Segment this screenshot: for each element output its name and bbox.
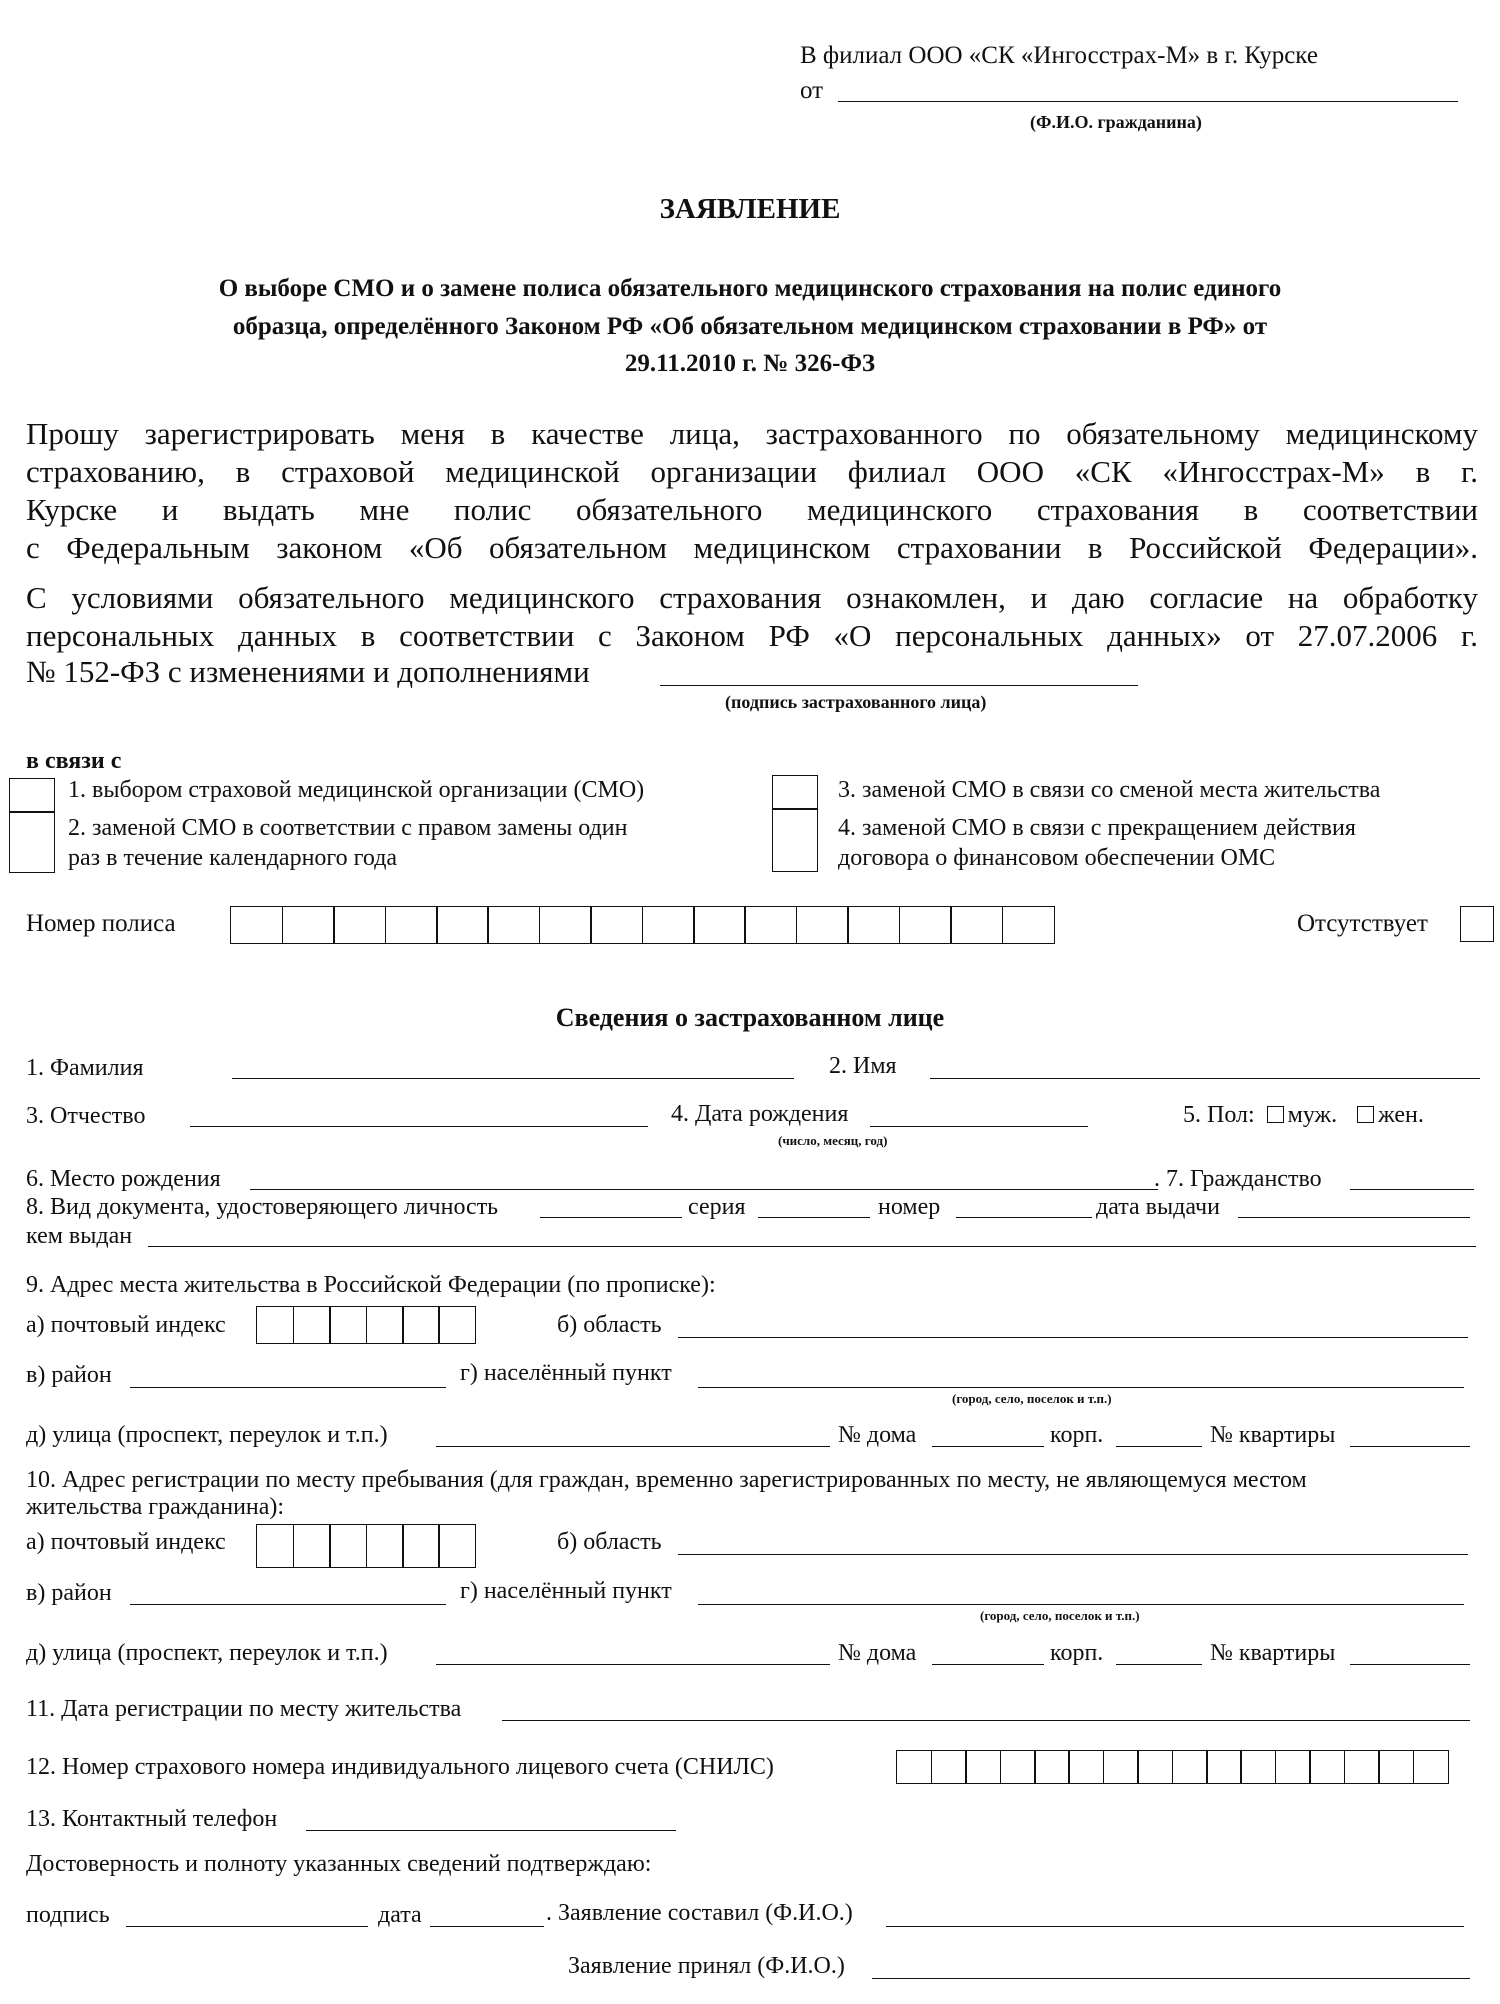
surname-field[interactable] — [232, 1078, 794, 1079]
series-field[interactable] — [758, 1217, 870, 1218]
address1-postal-input[interactable] — [258, 1306, 476, 1344]
birthplace-label: 6. Место рождения — [26, 1166, 221, 1192]
reason-2-label: 2. заменой СМО в соответствии с правом замены один — [68, 815, 628, 841]
address1-building-label: корп. — [1050, 1422, 1104, 1448]
signature-caption: (подпись застрахованного лица) — [725, 692, 987, 712]
date-label: дата — [378, 1902, 422, 1928]
sign-label: подпись — [26, 1902, 110, 1928]
address2-flat-field[interactable] — [1350, 1664, 1470, 1665]
issued-by-label: кем выдан — [26, 1223, 133, 1249]
address1-street-field[interactable] — [436, 1446, 830, 1447]
policy-label: Номер полиса — [26, 910, 176, 937]
address1-street-label: д) улица (проспект, переулок и т.п.) — [26, 1422, 388, 1448]
issued-by-field[interactable] — [148, 1246, 1476, 1247]
birthplace-field[interactable] — [250, 1189, 1158, 1190]
sign-field[interactable] — [126, 1926, 368, 1927]
address1-house-field[interactable] — [932, 1446, 1044, 1447]
sex-female-checkbox[interactable] — [1357, 1106, 1374, 1123]
address1-postal-label: а) почтовый индекс — [26, 1312, 226, 1338]
reasons-label: в связи с — [26, 748, 122, 774]
address2-region-field[interactable] — [678, 1554, 1468, 1555]
snils-label: 12. Номер страхового номера индивидуального лицевого счета (СНИЛС) — [26, 1754, 774, 1780]
reason-3-label: 3. заменой СМО в связи со сменой места жительства — [838, 777, 1381, 803]
number-field[interactable] — [956, 1217, 1092, 1218]
address2-locality-label: г) населённый пункт — [460, 1578, 672, 1604]
request-line-4: с Федеральным законом «Об обязательном медицинском страховании в Российской Федерации». — [26, 530, 1478, 565]
address2-locality-field[interactable] — [698, 1604, 1464, 1605]
address2-postal-label: а) почтовый индекс — [26, 1529, 226, 1555]
address2-flat-label: № квартиры — [1210, 1640, 1336, 1666]
signature-field[interactable] — [660, 685, 1138, 686]
reason-2-label-cont: раз в течение календарного года — [68, 845, 398, 871]
address1-locality-caption: (город, село, поселок и т.п.) — [952, 1391, 1112, 1406]
accepted-by-field[interactable] — [872, 1978, 1470, 1979]
request-line-6: персональных данных в соответствии с Законом РФ «О персональных данных» от 27.07.2006 г. — [26, 618, 1478, 653]
address2-house-field[interactable] — [932, 1664, 1044, 1665]
reg-date-field[interactable] — [502, 1720, 1470, 1721]
composed-by-field[interactable] — [886, 1926, 1464, 1927]
snils-input[interactable] — [898, 1750, 1449, 1784]
composed-by-label: . Заявление составил (Ф.И.О.) — [546, 1900, 853, 1926]
policy-number-input[interactable] — [232, 906, 1055, 944]
address1-district-label: в) район — [26, 1362, 112, 1388]
policy-absent-label: Отсутствует — [1297, 910, 1428, 937]
fio-field[interactable] — [838, 101, 1458, 102]
reason-3-checkbox[interactable] — [772, 775, 818, 810]
address2-street-field[interactable] — [436, 1664, 830, 1665]
address1-building-field[interactable] — [1116, 1446, 1202, 1447]
reason-4-checkbox[interactable] — [772, 808, 818, 872]
address1-locality-field[interactable] — [698, 1387, 1464, 1388]
sex-male-label: муж. — [1287, 1102, 1338, 1128]
address1-flat-field[interactable] — [1350, 1446, 1470, 1447]
doc-label: 8. Вид документа, удостоверяющего личность — [26, 1194, 499, 1220]
name-field[interactable] — [930, 1078, 1480, 1079]
doc-field[interactable] — [540, 1217, 682, 1218]
patronymic-label: 3. Отчество — [26, 1103, 146, 1129]
address2-district-label: в) район — [26, 1580, 112, 1606]
subtitle-line-1: О выборе СМО и о замене полиса обязательного медицинского страхования на полис единого — [218, 275, 1282, 302]
address2-title-line-2: жительства гражданина): — [26, 1494, 285, 1520]
address1-title: 9. Адрес места жительства в Российской Федерации (по прописке): — [26, 1272, 716, 1298]
request-line-1: Прошу зарегистрировать меня в качестве лица, застрахованного по обязательному медицинскому — [26, 416, 1478, 451]
request-line-3: Курске и выдать мне полис обязательного медицинского страхования в соответствии — [26, 492, 1478, 527]
birthdate-caption: (число, месяц, год) — [778, 1133, 888, 1148]
address1-region-field[interactable] — [678, 1337, 1468, 1338]
sex-group — [1183, 1102, 1424, 1129]
address2-locality-caption: (город, село, поселок и т.п.) — [980, 1608, 1140, 1623]
person-heading: Сведения о застрахованном лице — [555, 1003, 945, 1032]
sex-female-label: жен. — [1378, 1102, 1424, 1128]
citizenship-field[interactable] — [1350, 1189, 1474, 1190]
reason-1-label: 1. выбором страховой медицинской организации (СМО) — [68, 777, 645, 803]
reason-4-label: 4. заменой СМО в связи с прекращением действия — [838, 815, 1356, 841]
request-line-5: С условиями обязательного медицинского страхования ознакомлен, и даю согласие на обработку — [26, 580, 1478, 615]
reason-1-checkbox[interactable] — [9, 778, 55, 813]
name-label: 2. Имя — [829, 1053, 897, 1079]
address1-district-field[interactable] — [130, 1387, 446, 1388]
recipient: В филиал ООО «СК «Ингосстрах-М» в г. Курске — [800, 42, 1318, 69]
page-title: ЗАЯВЛЕНИЕ — [659, 193, 841, 225]
policy-absent-checkbox[interactable] — [1460, 906, 1494, 942]
from-label: от — [800, 77, 824, 104]
surname-label: 1. Фамилия — [26, 1055, 144, 1081]
issue-date-field[interactable] — [1238, 1217, 1470, 1218]
address2-region-label: б) область — [557, 1529, 662, 1555]
address1-region-label: б) область — [557, 1312, 662, 1338]
subtitle-line-2: образца, определённого Законом РФ «Об обязательном медицинском страховании в РФ» от — [232, 313, 1268, 340]
confirm-text: Достоверность и полноту указанных сведений подтверждаю: — [26, 1851, 652, 1877]
series-label: серия — [688, 1194, 746, 1220]
address1-locality-label: г) населённый пункт — [460, 1360, 672, 1386]
address1-house-label: № дома — [838, 1422, 917, 1448]
number-label: номер — [878, 1194, 941, 1220]
request-line-7: № 152-ФЗ с изменениями и дополнениями — [26, 654, 590, 689]
patronymic-field[interactable] — [190, 1126, 648, 1127]
address2-district-field[interactable] — [130, 1604, 446, 1605]
address2-street-label: д) улица (проспект, переулок и т.п.) — [26, 1640, 388, 1666]
address2-postal-input[interactable] — [258, 1524, 476, 1568]
subtitle-line-3: 29.11.2010 г. № 326-ФЗ — [624, 350, 876, 377]
sex-male-checkbox[interactable] — [1267, 1106, 1284, 1123]
address2-house-label: № дома — [838, 1640, 917, 1666]
date-field[interactable] — [430, 1926, 544, 1927]
address1-flat-label: № квартиры — [1210, 1422, 1336, 1448]
request-line-2: страхованию, в страховой медицинской организации филиал ООО «СК «Ингосстрах-М» в г. — [26, 454, 1478, 489]
accepted-by-label: Заявление принял (Ф.И.О.) — [568, 1953, 845, 1979]
birthdate-label: 4. Дата рождения — [671, 1101, 849, 1127]
sex-label: 5. Пол: — [1183, 1102, 1255, 1128]
phone-label: 13. Контактный телефон — [26, 1806, 278, 1832]
citizenship-label: . 7. Гражданство — [1154, 1166, 1322, 1192]
reason-2-checkbox[interactable] — [9, 811, 55, 873]
birthdate-field[interactable] — [870, 1126, 1088, 1127]
address2-title-line-1: 10. Адрес регистрации по месту пребывания (для граждан, временно зарегистрированных по месту, не являющемуся местом — [26, 1467, 1307, 1493]
address2-building-field[interactable] — [1116, 1664, 1202, 1665]
phone-field[interactable] — [306, 1830, 676, 1831]
reason-4-label-cont: договора о финансовом обеспечении ОМС — [838, 845, 1276, 871]
issue-date-label: дата выдачи — [1096, 1194, 1220, 1220]
reg-date-label: 11. Дата регистрации по месту жительства — [26, 1696, 462, 1722]
fio-caption: (Ф.И.О. гражданина) — [1030, 112, 1202, 132]
address2-building-label: корп. — [1050, 1640, 1104, 1666]
